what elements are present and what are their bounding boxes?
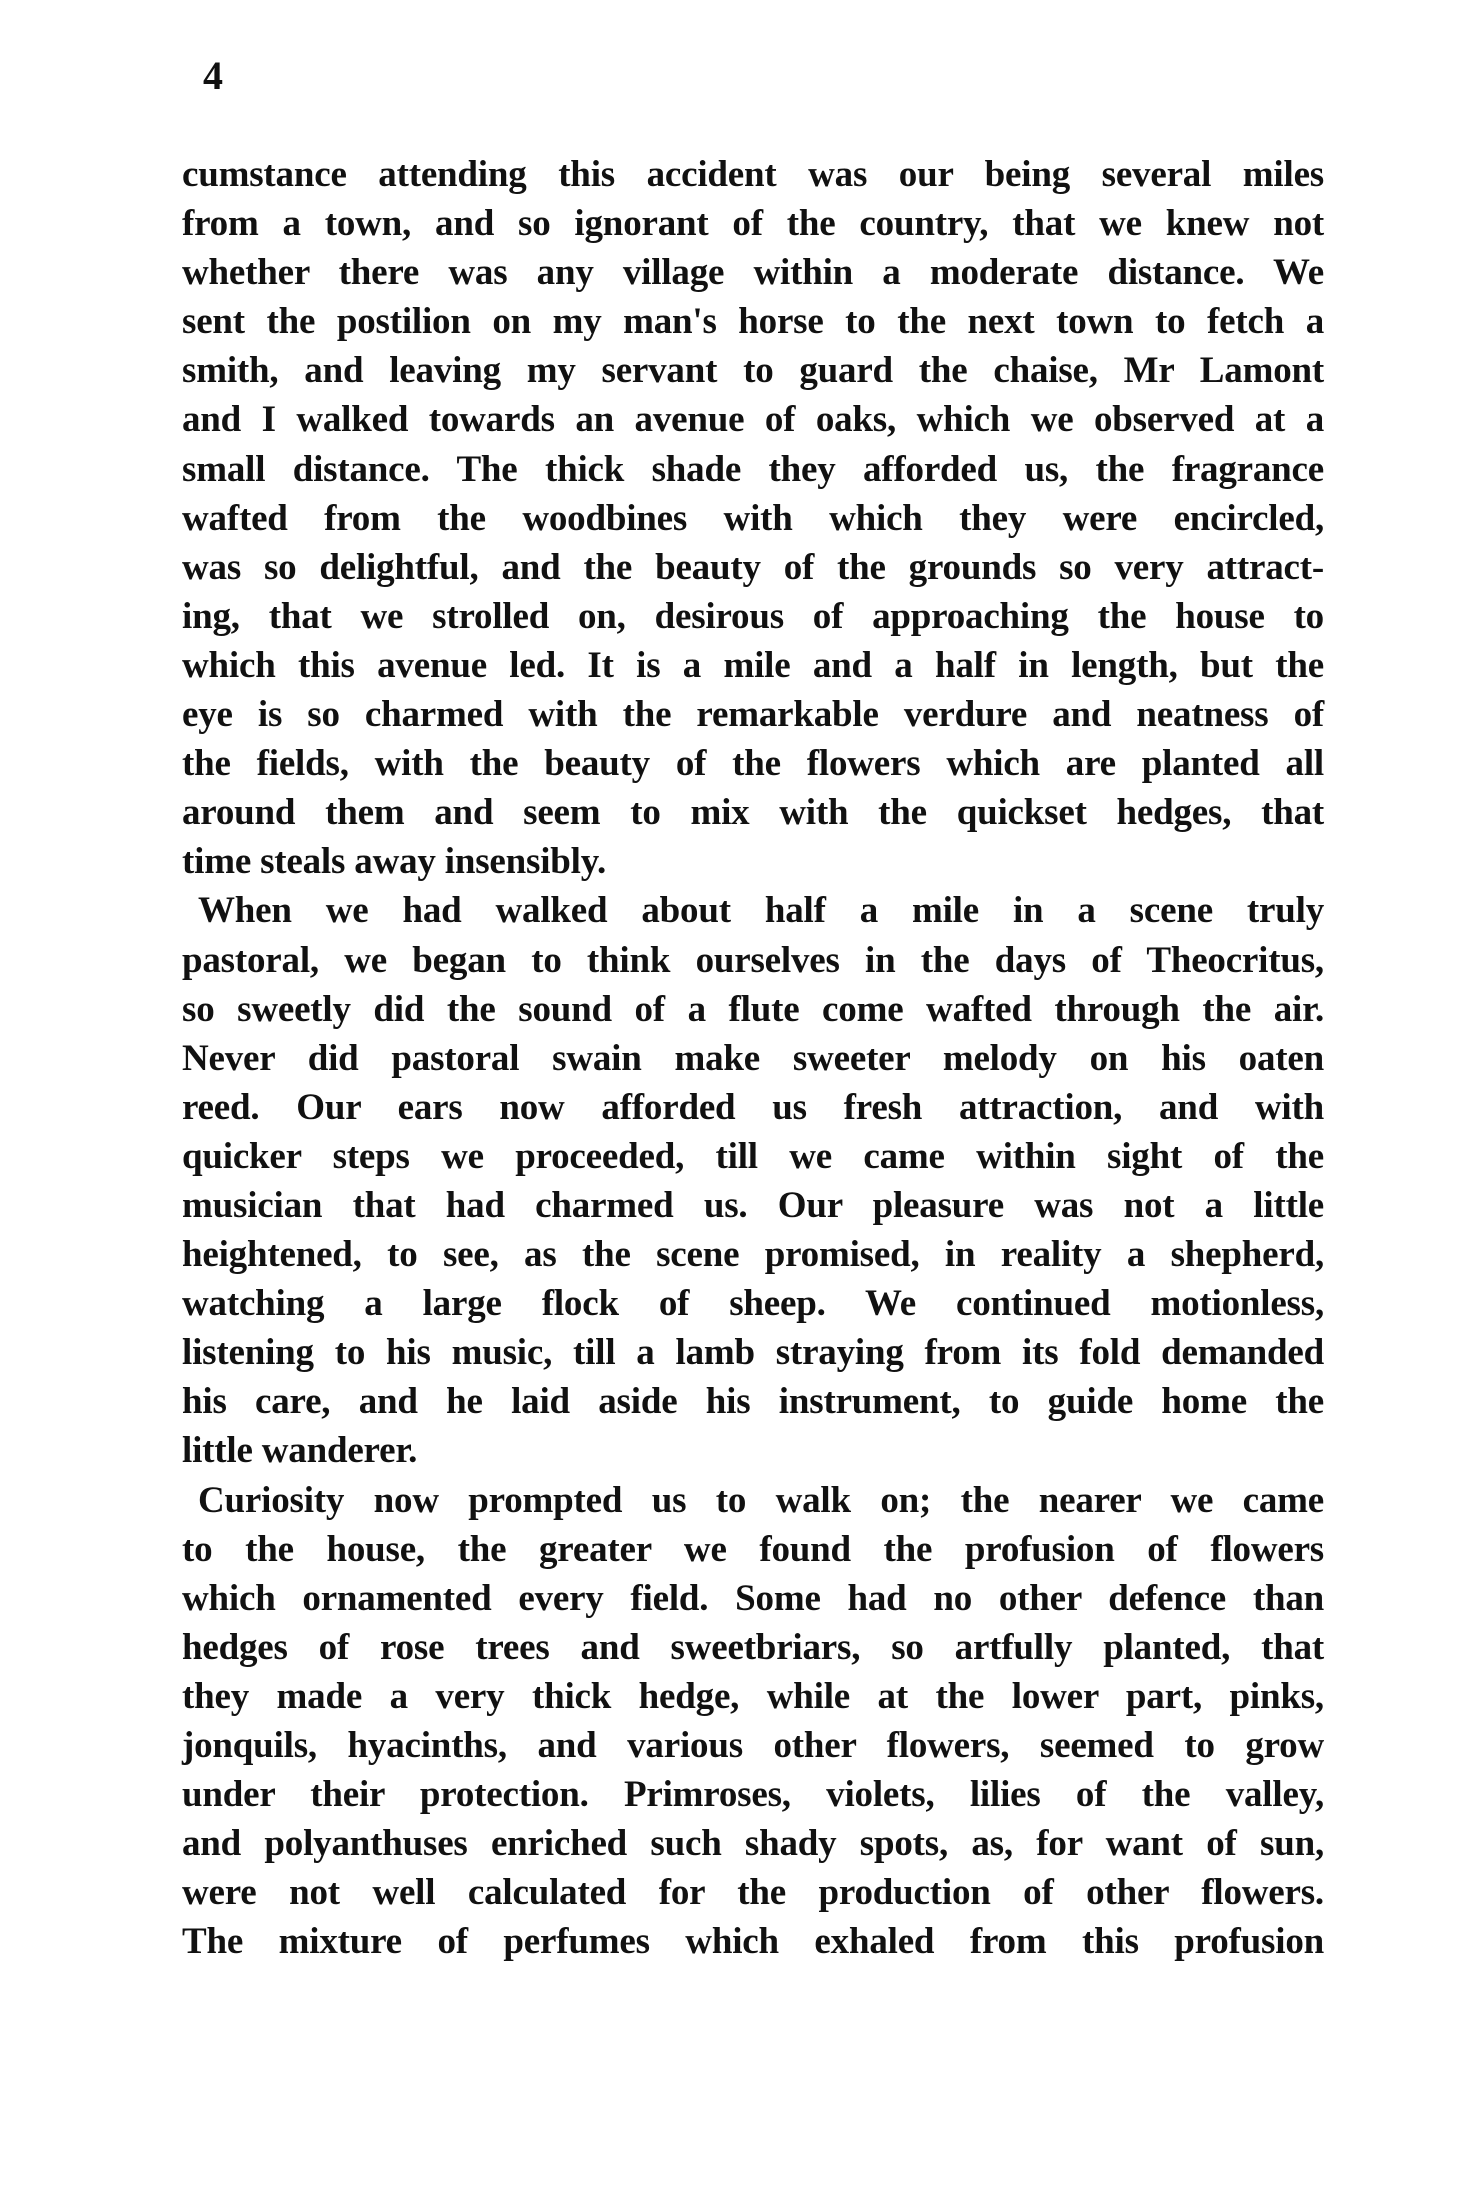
text-line: Curiosity now prompted us to walk on; the nearer we came	[198, 1479, 1324, 1521]
text-line: eye is so charmed with the remarkable verdure and neatness of	[182, 694, 1324, 736]
text-line: The mixture of perfumes which exhaled from this profusion	[182, 1921, 1324, 1963]
text-line: jonquils, hyacinths, and various other flowers, seemed to grow	[182, 1725, 1324, 1766]
text-line: quicker steps we proceeded, till we came within sight of the	[182, 1135, 1324, 1177]
text-line: hedges of rose trees and sweetbriars, so artfully planted, that	[182, 1626, 1324, 1668]
text-line: which ornamented every field. Some had no other defence than	[182, 1577, 1324, 1619]
text-line: the fields, with the beauty of the flowers which are planted all	[182, 743, 1324, 785]
text-line: reed. Our ears now afforded us fresh attraction, and with	[182, 1086, 1324, 1128]
text-line: were not well calculated for the production of other flowers.	[182, 1872, 1324, 1914]
text-line: small distance. The thick shade they afforded us, the fragrance	[182, 448, 1324, 490]
text-line: to the house, the greater we found the profusion of flowers	[182, 1528, 1324, 1570]
text-line: watching a large flock of sheep. We continued motionless,	[182, 1283, 1324, 1325]
text-line: time steals away insensibly.	[182, 841, 607, 883]
text-line: and polyanthuses enriched such shady spots, as, for want of sun,	[182, 1823, 1324, 1865]
text-line: from a town, and so ignorant of the country, that we knew not	[182, 203, 1324, 245]
text-line: they made a very thick hedge, while at the lower part, pinks,	[182, 1675, 1324, 1717]
text-line: heightened, to see, as the scene promised, in reality a shepherd,	[182, 1234, 1324, 1276]
text-line: cumstance attending this accident was our being several miles	[182, 154, 1324, 195]
text-line: was so delightful, and the beauty of the grounds so very attract-	[182, 546, 1324, 588]
text-line: little wanderer.	[182, 1430, 418, 1472]
text-line: and I walked towards an avenue of oaks, which we observed at a	[182, 399, 1324, 441]
page-number: 4	[203, 53, 223, 98]
text-line: Never did pastoral swain make sweeter melody on his oaten	[182, 1037, 1324, 1079]
text-line: sent the postilion on my man's horse to the next town to fetch a	[182, 301, 1324, 343]
text-line: musician that had charmed us. Our pleasure was not a little	[182, 1184, 1324, 1226]
text-line: under their protection. Primroses, violets, lilies of the valley,	[182, 1774, 1324, 1816]
text-line: wafted from the woodbines with which they were encircled,	[182, 497, 1324, 539]
text-line: whether there was any village within a moderate distance. We	[182, 252, 1324, 294]
text-line: listening to his music, till a lamb straying from its fold demanded	[182, 1332, 1324, 1374]
text-line: so sweetly did the sound of a flute come wafted through the air.	[182, 988, 1324, 1030]
text-line: which this avenue led. It is a mile and a half in length, but the	[182, 644, 1324, 686]
text-line: around them and seem to mix with the quickset hedges, that	[182, 792, 1324, 834]
text-line: pastoral, we began to think ourselves in the days of Theocritus,	[182, 939, 1324, 981]
text-line: When we had walked about half a mile in a scene truly	[198, 890, 1324, 932]
body-text	[182, 150, 1324, 1966]
text-line: his care, and he laid aside his instrument, to guide home the	[182, 1381, 1324, 1423]
text-line: smith, and leaving my servant to guard the chaise, Mr Lamont	[182, 350, 1324, 392]
text-line: ing, that we strolled on, desirous of approaching the house to	[182, 595, 1324, 637]
